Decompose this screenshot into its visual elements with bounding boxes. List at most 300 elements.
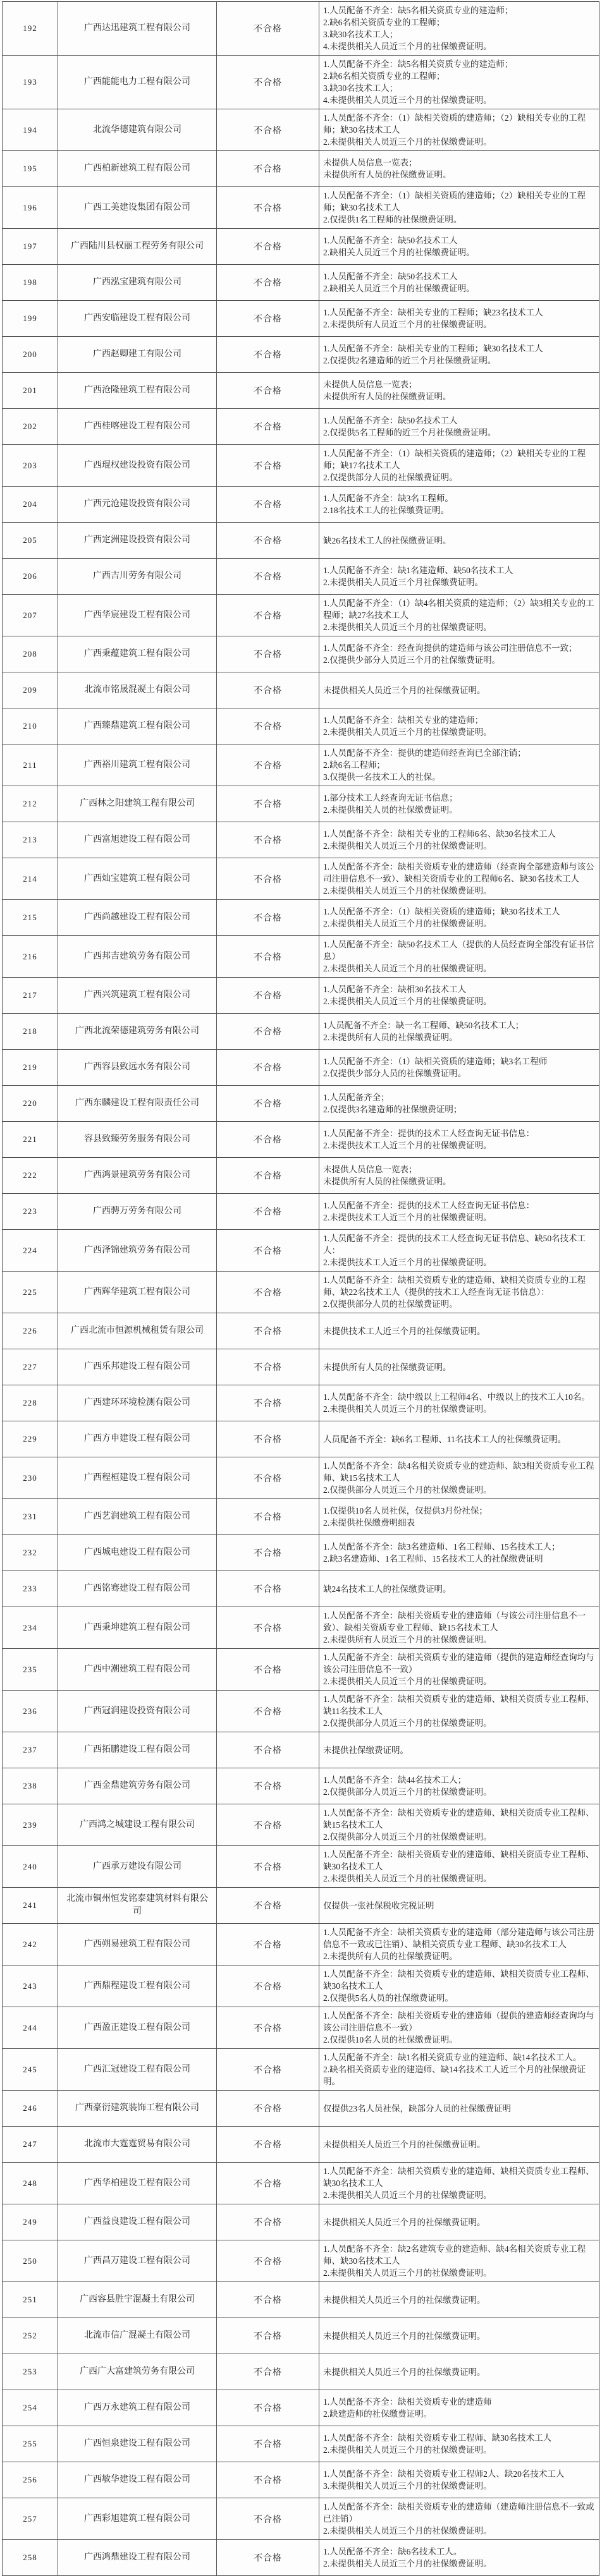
reason-cell — [319, 1571, 599, 1607]
result-cell: 不合格 — [217, 2426, 319, 2462]
reason-cell — [319, 2498, 599, 2539]
table-row — [3, 301, 599, 337]
row-number-cell: 243 — [3, 1965, 58, 2007]
table-row — [3, 1924, 599, 1965]
company-name-cell: 广西冠润建设投资有限公司 — [58, 1691, 217, 1732]
reason-line: 3.缺30名技术工人； — [323, 30, 398, 39]
row-number-cell: 234 — [3, 1607, 58, 1648]
table-row — [3, 672, 599, 708]
reason-line: 1.人员配备不齐全：缺6名技术工人。 — [323, 2547, 462, 2556]
reason-cell — [319, 858, 599, 899]
reason-line: 1.人员配备不齐全：（1）缺相关资质的建造师；（2）缺相关专业的工程师；缺17名技术工人 — [323, 449, 586, 470]
company-name-cell: 广西敏华建设工程有限公司 — [58, 2462, 217, 2498]
result-cell: 不合格 — [217, 1122, 319, 1157]
reason-cell — [319, 1499, 599, 1534]
reason-line: 2.未提供相关人员近三个月的社保缴费证明。 — [323, 2190, 492, 2200]
table-row — [3, 1158, 599, 1194]
reason-line: 2.仅提供部分人员的社保缴费证明。 — [323, 473, 458, 482]
reason-cell — [319, 1457, 599, 1498]
reason-line: 1.人员配备不齐全：缺相30名技术工人 — [323, 985, 467, 994]
company-name-cell: 广西泓宝建筑有限公司 — [58, 265, 217, 300]
result-cell: 不合格 — [217, 595, 319, 636]
reason-cell — [319, 978, 599, 1013]
company-name-cell: 广西容县致远水务有限公司 — [58, 1050, 217, 1085]
table-row — [3, 1086, 599, 1122]
reason-cell — [319, 1272, 599, 1313]
reason-cell — [319, 636, 599, 672]
reason-line: 2.未提供所有人员近三个月的社保缴费证明。 — [323, 1635, 492, 1644]
table-row — [3, 487, 599, 523]
reason-line: 2.缺6名相关资质专业的工程师； — [323, 71, 445, 81]
reason-line: 2.未提供相关人员近三个月的社保缴费证明。 — [323, 964, 492, 973]
reason-cell — [319, 151, 599, 186]
reason-cell — [319, 2540, 599, 2575]
table-row — [3, 2540, 599, 2575]
reason-line: 1.人员配备不齐全：缺相关资质专业的建造师（部分建造师与该公司注册信息不一致或已注销）、缺相关资质专业工程师、缺30名技术工人 — [323, 1928, 594, 1949]
row-number-cell: 256 — [3, 2462, 58, 2498]
reason-line: 1.人员配备不齐全：缺相关资质专业的建造师、缺相关资质专业工程师、缺15名技术工人 — [323, 1808, 594, 1830]
reason-line: 缺26名技术工人的社保缴费证明。 — [323, 535, 452, 545]
reason-line: 1.仅提供10名人员社保，仅提供3月份社保； — [323, 1506, 488, 1516]
reason-line: 未提供所有人员的社保缴费证明。 — [323, 1177, 452, 1186]
company-name-cell: 广西拓鹏建设工程有限公司 — [58, 1732, 217, 1768]
reason-line: 2.18名技术工人的社保缴费证明。 — [323, 506, 450, 515]
result-cell: 不合格 — [217, 786, 319, 822]
reason-line: 缺24名技术工人的社保缴费证明。 — [323, 1584, 452, 1594]
company-name-cell: 广西承万建设有限公司 — [58, 1846, 217, 1887]
result-cell: 不合格 — [217, 187, 319, 228]
reason-cell — [319, 786, 599, 822]
reason-cell — [319, 187, 599, 228]
company-name-cell: 广西琨权建设投资有限公司 — [58, 445, 217, 486]
reason-cell — [319, 409, 599, 444]
reason-cell — [319, 2007, 599, 2048]
reason-line: 2.未提供相关人员近三个月的社保缴费证明。 — [323, 727, 492, 737]
table-row — [3, 229, 599, 265]
company-name-cell: 广西秉蕴建筑工程有限公司 — [58, 636, 217, 672]
reason-cell — [319, 744, 599, 786]
table-row — [3, 2462, 599, 2498]
row-number-cell: 237 — [3, 1732, 58, 1768]
row-number-cell: 214 — [3, 858, 58, 899]
reason-cell — [319, 2240, 599, 2281]
reason-line: 1.部分技术工人经查询无证书信息； — [323, 793, 458, 803]
table-row — [3, 2282, 599, 2318]
row-number-cell: 218 — [3, 1014, 58, 1049]
row-number-cell: 238 — [3, 1768, 58, 1804]
reason-line: 2.仅提供部分人员的社保缴费证明。 — [323, 1299, 458, 1309]
company-name-cell: 广西华宸建设工程有限公司 — [58, 595, 217, 636]
reason-cell — [319, 1122, 599, 1157]
reason-line: 1.人员配备齐全； — [323, 1093, 390, 1102]
reason-line: 1.人员配备不齐全：缺相关资质专业的建造师（经查询全部建造师与该公司注册信息不一致）、缺相关资质专业的工程师6名、缺30名技术工人 — [323, 862, 594, 884]
reason-line: 1.人员配备不齐全：提供的建造师经查询已全部注销； — [323, 748, 526, 758]
reason-line: 2.未提供所有人员近三个月的社保缴费证明。 — [323, 320, 492, 329]
reason-line: 未提供人员信息一览表； — [323, 1165, 417, 1174]
reason-line: 仅提供一张社保税收完税证明 — [323, 1900, 434, 1911]
table-row — [3, 1965, 599, 2007]
result-cell: 不合格 — [217, 1924, 319, 1965]
result-cell: 不合格 — [217, 1499, 319, 1534]
table-row — [3, 2127, 599, 2163]
reason-cell — [319, 445, 599, 486]
table-row — [3, 822, 599, 858]
result-cell: 不合格 — [217, 1768, 319, 1804]
reason-line: 1.人员配备不齐全：缺5名相关资质专业的建造师； — [323, 59, 513, 69]
table-row — [3, 2163, 599, 2204]
row-number-cell: 201 — [3, 373, 58, 408]
reason-cell — [319, 2091, 599, 2126]
reason-line: 1.人员配备不齐全：缺44名技术工人； — [323, 1775, 467, 1785]
row-number-cell: 207 — [3, 595, 58, 636]
row-number-cell: 250 — [3, 2240, 58, 2281]
company-name-cell: 广西安临建设工程有限公司 — [58, 301, 217, 336]
result-cell: 不合格 — [217, 900, 319, 935]
reason-line: 未提供所有人员的社保缴费证明。 — [323, 392, 452, 401]
table-row — [3, 1349, 599, 1385]
table-row — [3, 858, 599, 900]
reason-line: 2.未提供相关人员近三个月的社保缴费证明。 — [323, 886, 492, 896]
row-number-cell: 205 — [3, 523, 58, 558]
company-name-cell: 广西陆川县权丽工程劳务有限公司 — [58, 229, 217, 264]
reason-line: 未提供相关人员近三个月的社保缴费证明。 — [323, 2295, 486, 2305]
reason-line: 1.人员配备不齐全：缺相关资质专业的建造师 — [323, 2397, 492, 2407]
reason-cell — [319, 708, 599, 744]
row-number-cell: 228 — [3, 1385, 58, 1421]
reason-line: 2.仅提供5名人员的社保缴费证明。 — [323, 1993, 453, 2003]
reason-line: 人员配备不齐全：缺6名工程师、11名技术工人的社保缴费证明。 — [323, 1434, 567, 1444]
reason-line: 2.缺3名建造师、1名工程师、15名技术工人的社保缴费证明 — [323, 1554, 543, 1564]
result-cell: 不合格 — [217, 1313, 319, 1349]
company-name-cell: 广西工美建设集团有限公司 — [58, 187, 217, 228]
reason-line: 未提供相关人员近三个月的社保缴费证明。 — [323, 2367, 486, 2377]
reason-line: 1.人员配备不齐全：（1）缺相关资质的建造师；（2）缺相关专业的工程师；缺30名技术工人 — [323, 113, 586, 135]
table-row — [3, 744, 599, 786]
row-number-cell: 239 — [3, 1804, 58, 1845]
table-row — [3, 265, 599, 301]
reason-cell — [319, 56, 599, 109]
company-name-cell: 广西裕川建筑工程有限公司 — [58, 744, 217, 786]
result-cell: 不合格 — [217, 2163, 319, 2204]
row-number-cell: 229 — [3, 1421, 58, 1457]
reason-line: 1.人员配备不齐全：缺4名相关资质专业的建造师、缺3相关资质专业工程师、缺15名技术工人 — [323, 1461, 594, 1483]
company-name-cell: 广西柏新建筑工程有限公司 — [58, 151, 217, 186]
company-name-cell: 广西北流市恒源机械租赁有限公司 — [58, 1313, 217, 1349]
company-name-cell: 广西朔易建筑工程有限公司 — [58, 1924, 217, 1965]
result-cell: 不合格 — [217, 1535, 319, 1571]
row-number-cell: 230 — [3, 1457, 58, 1498]
row-number-cell: 200 — [3, 337, 58, 372]
reason-cell — [319, 672, 599, 708]
reason-line: 1.人员配备不齐全：缺相关资质专业的建造师、缺相关资质专业工程师、缺30名技术工人 — [323, 2166, 594, 2188]
table-row — [3, 2318, 599, 2354]
result-cell: 不合格 — [217, 636, 319, 672]
table-row — [3, 373, 599, 409]
row-number-cell: 210 — [3, 708, 58, 744]
reason-cell — [319, 1349, 599, 1385]
company-name-cell: 广西程桓建设工程有限公司 — [58, 1457, 217, 1498]
company-name-cell: 广西桂喀建设工程有限公司 — [58, 409, 217, 444]
company-name-cell: 广西汇冠建设工程有限公司 — [58, 2049, 217, 2090]
result-cell: 不合格 — [217, 1846, 319, 1887]
reason-line: 2.未提供相关人员近三个月的社保缴费证明。 — [323, 841, 492, 851]
row-number-cell: 236 — [3, 1691, 58, 1732]
row-number-cell: 192 — [3, 2, 58, 55]
row-number-cell: 247 — [3, 2127, 58, 2162]
result-cell: 不合格 — [217, 109, 319, 150]
result-cell: 不合格 — [217, 1965, 319, 2007]
reason-line: 2.缺相关人员近三个月的社保缴费证明。 — [323, 284, 475, 293]
row-number-cell: 213 — [3, 822, 58, 858]
row-number-cell: 195 — [3, 151, 58, 186]
reason-line: 2.缺6名工程师； — [323, 760, 385, 770]
reason-line: 1.人员配备不齐全：提供的技术工人经查询无证书信息： — [323, 1129, 535, 1138]
company-name-cell: 北流市信广混凝土有限公司 — [58, 2318, 217, 2354]
reason-line: 1.人员配备不齐全：缺50名技术工人 — [323, 272, 458, 281]
row-number-cell: 252 — [3, 2318, 58, 2354]
table-row — [3, 2, 599, 56]
table-row — [3, 409, 599, 445]
reason-cell — [319, 1230, 599, 1271]
reason-line: 2.缺名相关资质专业的建造师、缺14名技术工人近三个月的社保缴费证明。 — [323, 2065, 586, 2086]
table-row — [3, 978, 599, 1014]
row-number-cell: 258 — [3, 2540, 58, 2575]
result-cell: 不合格 — [217, 1014, 319, 1049]
company-name-cell: 广西邦吉建筑劳务有限公司 — [58, 936, 217, 977]
company-name-cell: 北流市铭晟混凝土有限公司 — [58, 672, 217, 708]
company-name-cell: 广西定洲建设投资有限公司 — [58, 523, 217, 558]
table-row — [3, 1194, 599, 1230]
reason-cell — [319, 900, 599, 935]
result-cell: 不合格 — [217, 2091, 319, 2126]
result-cell: 不合格 — [217, 822, 319, 858]
reason-cell — [319, 1050, 599, 1085]
reason-cell — [319, 2318, 599, 2354]
reason-cell — [319, 559, 599, 594]
reason-line: 1.人员配备不齐全：缺相关专业的工程师；缺30名技术工人 — [323, 344, 543, 353]
reason-line: 2.未提供社保缴费明细表 — [323, 1518, 415, 1528]
reason-line: 1.人员配备不齐全：缺相关资质专业的建造师（提供的建造师经查询均与该公司注册信息不一致） — [323, 2011, 594, 2032]
table-row — [3, 559, 599, 595]
row-number-cell: 224 — [3, 1230, 58, 1271]
result-cell: 不合格 — [217, 2204, 319, 2240]
row-number-cell: 251 — [3, 2282, 58, 2318]
reason-line: 1.人员配备不齐全：缺相关专业的工程师；缺23名技术工人 — [323, 308, 543, 317]
table-row — [3, 2204, 599, 2240]
result-cell: 不合格 — [217, 1732, 319, 1768]
result-cell: 不合格 — [217, 2007, 319, 2048]
reason-cell — [319, 1924, 599, 1965]
row-number-cell: 242 — [3, 1924, 58, 1965]
table-row — [3, 2240, 599, 2282]
result-cell: 不合格 — [217, 559, 319, 594]
reason-cell — [319, 1888, 599, 1923]
company-name-cell: 广西容县胜宇混凝土有限公司 — [58, 2282, 217, 2318]
row-number-cell: 223 — [3, 1194, 58, 1229]
table-row — [3, 2091, 599, 2127]
table-row — [3, 786, 599, 822]
reason-line: 2.仅提供部分人员近三个月的社保缴费证明。 — [323, 1718, 492, 1728]
reason-line: 1.人员配备不齐全：提供的技术工人经查询无证书信息： — [323, 1201, 535, 1210]
row-number-cell: 244 — [3, 2007, 58, 2048]
reason-line: 1人员配备不齐全：缺一名工程师、缺50名技术工人； — [323, 1021, 524, 1030]
result-cell: 不合格 — [217, 936, 319, 977]
table-row — [3, 445, 599, 487]
reason-line: 未提供相关人员近三个月的社保缴费证明。 — [323, 2139, 486, 2149]
reason-line: 2.未提供相关人员近三个月的社保缴费证明。 — [323, 137, 492, 147]
reason-line: 2.未提供所有人员的社保缴费证明。 — [323, 1033, 458, 1042]
reason-cell — [319, 2204, 599, 2240]
reason-cell — [319, 1965, 599, 2007]
reason-line: 3.未提供相关人员近三个月的社保缴费证明。 — [323, 2481, 492, 2491]
row-number-cell: 199 — [3, 301, 58, 336]
reason-line: 2.仅提供1名工程师的社保缴费证明。 — [323, 215, 462, 224]
reason-line: 未提供人员信息一览表； — [323, 380, 417, 389]
reason-line: 2.未提供相关人员近三个月的社保缴费证明。 — [323, 1874, 492, 1883]
reason-cell — [319, 1649, 599, 1690]
company-name-cell: 广西盈正建设工程有限公司 — [58, 2007, 217, 2048]
company-name-cell: 广西鸿之城建设工程有限公司 — [58, 1804, 217, 1845]
result-cell: 不合格 — [217, 1272, 319, 1313]
company-name-cell: 广西万永建筑工程有限公司 — [58, 2390, 217, 2426]
reason-cell — [319, 1846, 599, 1887]
result-cell: 不合格 — [217, 2282, 319, 2318]
row-number-cell: 233 — [3, 1571, 58, 1607]
reason-cell — [319, 1313, 599, 1349]
reason-line: 1.人员配备不齐全：缺相关资质专业的建造师、缺相关资质专业的工程师、缺22名技术工人（提供的技术工人经查询无证书信息）： — [323, 1275, 586, 1297]
table-row — [3, 1122, 599, 1158]
row-number-cell: 216 — [3, 936, 58, 977]
result-cell: 不合格 — [217, 1571, 319, 1607]
company-name-cell: 广西辉华建筑工程有限公司 — [58, 1272, 217, 1313]
result-cell: 不合格 — [217, 151, 319, 186]
reason-cell — [319, 373, 599, 408]
result-cell: 不合格 — [217, 337, 319, 372]
table-row — [3, 187, 599, 229]
reason-cell — [319, 1691, 599, 1732]
reason-cell — [319, 2127, 599, 2162]
reason-cell — [319, 265, 599, 300]
reason-cell — [319, 1421, 599, 1457]
result-cell: 不合格 — [217, 744, 319, 786]
reason-cell — [319, 301, 599, 336]
company-name-cell: 广西中潮建筑工程有限公司 — [58, 1649, 217, 1690]
reason-line: 2.仅提供10名人员的社保缴费证明。 — [323, 2035, 458, 2044]
table-row — [3, 2354, 599, 2390]
company-name-cell: 广西兴筑建筑工程有限公司 — [58, 978, 217, 1013]
reason-line: 1.人员配备不齐全：缺相关资质专业的建造师（建造师注册信息不一致或已注销） — [323, 2502, 594, 2524]
company-name-cell: 广西建环环境检测有限公司 — [58, 1385, 217, 1421]
company-name-cell: 广西鸿景建筑劳务有限公司 — [58, 1158, 217, 1193]
table-row — [3, 337, 599, 373]
reason-line: 2.仅提供少部分人员近三个月的社保缴费证明。 — [323, 655, 501, 665]
reason-line: 1.人员配备不齐全：（1）缺4名相关资质的建造师；（2）缺3相关专业的工程师；缺27名技术工人 — [323, 598, 594, 620]
result-cell: 不合格 — [217, 2498, 319, 2539]
reason-line: 2.未提供相关人员近三个月的社保缴费证明。 — [323, 919, 492, 928]
company-name-cell: 广西乐邦建设工程有限公司 — [58, 1349, 217, 1385]
company-name-cell: 广西东麟建设工程有限责任公司 — [58, 1086, 217, 1121]
reason-cell — [319, 337, 599, 372]
table-row — [3, 1571, 599, 1607]
reason-cell — [319, 1768, 599, 1804]
reason-cell — [319, 2426, 599, 2462]
reason-line: 2.未提供相关人员近三个月的社保缴费证明。 — [323, 623, 492, 632]
company-name-cell: 北流市大霆霆贸易有限公司 — [58, 2127, 217, 2162]
row-number-cell: 203 — [3, 445, 58, 486]
reason-line: 1.人员配备不齐全：缺3名工程师。 — [323, 494, 453, 503]
reason-line: 1.人员配备不齐全：（1）缺相关资质的建造师；（2）缺相关专业的工程师；缺30名技术工人 — [323, 191, 586, 212]
result-cell: 不合格 — [217, 2390, 319, 2426]
reason-line: 2.未提供所有人员的社保缴费证明。 — [323, 1952, 458, 1961]
table-row — [3, 1732, 599, 1768]
table-row — [3, 56, 599, 109]
reason-line: 2.未提供技术工人近三个月的社保缴费证明。 — [323, 1141, 492, 1150]
company-name-cell: 广西昌万建设工程有限公司 — [58, 2240, 217, 2281]
reason-line: 未提供技术工人近三个月的社保缴费证明。 — [323, 1326, 486, 1336]
reason-line: 1.人员配备不齐全：缺相关资质专业的建造师、缺相关资质专业工程师、缺30名技术工人 — [323, 1969, 594, 1991]
table-row — [3, 109, 599, 151]
reason-cell — [319, 487, 599, 522]
row-number-cell: 221 — [3, 1122, 58, 1157]
reason-cell — [319, 2390, 599, 2426]
row-number-cell: 232 — [3, 1535, 58, 1571]
reason-line: 1.人员配备不齐全：缺相关专业的工程师6名、缺30名技术工人 — [323, 829, 556, 839]
company-name-cell: 广西鸿鼎建设工程有限公司 — [58, 2540, 217, 2575]
reason-cell — [319, 1804, 599, 1845]
company-name-cell: 广西彩旭建筑工程有限公司 — [58, 2498, 217, 2539]
result-cell: 不合格 — [217, 2, 319, 55]
reason-line: 2.未提供相关人员近三个月的社保缴费证明。 — [323, 1404, 492, 1414]
table-row — [3, 1768, 599, 1804]
reason-cell — [319, 1607, 599, 1648]
reason-cell — [319, 1014, 599, 1049]
company-name-cell: 北流市铜州恒发铭泰建筑材料有限公司 — [58, 1888, 217, 1923]
row-number-cell: 245 — [3, 2049, 58, 2090]
row-number-cell: 208 — [3, 636, 58, 672]
result-cell: 不合格 — [217, 1421, 319, 1457]
row-number-cell: 222 — [3, 1158, 58, 1193]
reason-line: 未提供所有人员的社保缴费证明。 — [323, 1362, 452, 1372]
reason-cell — [319, 936, 599, 977]
result-cell: 不合格 — [217, 2462, 319, 2498]
reason-line: 2.未提供相关人员近三个月的社保缴费证明。 — [323, 2559, 492, 2568]
company-name-cell: 广西泽锦建筑劳务有限公司 — [58, 1230, 217, 1271]
table-row — [3, 900, 599, 936]
row-number-cell: 246 — [3, 2091, 58, 2126]
row-number-cell: 215 — [3, 900, 58, 935]
row-number-cell: 231 — [3, 1499, 58, 1534]
result-cell: 不合格 — [217, 1385, 319, 1421]
reason-line: 2.仅提供部分人员近三个月的社保缴费证明。 — [323, 1832, 492, 1842]
reason-line: 1.人员配备不齐全：缺中级以上工程师4名、中级以上的技术工人10名。 — [323, 1392, 590, 1402]
result-cell: 不合格 — [217, 409, 319, 444]
company-name-cell: 广西豪衍建筑装饰工程有限公司 — [58, 2091, 217, 2126]
row-number-cell: 217 — [3, 978, 58, 1013]
reason-line: 3.仅提供一名技术工人的社保。 — [323, 772, 441, 782]
result-cell: 不合格 — [217, 1349, 319, 1385]
result-cell: 不合格 — [217, 301, 319, 336]
row-number-cell: 193 — [3, 56, 58, 109]
company-name-cell: 广西金鼎建筑劳务有限公司 — [58, 1768, 217, 1804]
result-cell: 不合格 — [217, 1086, 319, 1121]
company-name-cell: 广西艺润建筑工程有限公司 — [58, 1499, 217, 1534]
company-name-cell: 广西广大富建筑劳务有限公司 — [58, 2354, 217, 2390]
row-number-cell: 219 — [3, 1050, 58, 1085]
reason-line: 2.仅提供2名建造师的近三个月社保缴费证明。 — [323, 356, 496, 365]
reason-line: 1.人员配备不齐全：提供的技术工人经查询无证书信息、缺50名技术工人： — [323, 1234, 586, 1255]
reason-line: 1.人员配备不齐全：缺相关资质专业的建造师、缺相关资质专业工程师、缺30名技术工人 — [323, 1850, 594, 1871]
company-name-cell: 广西华柏建设工程有限公司 — [58, 2163, 217, 2204]
